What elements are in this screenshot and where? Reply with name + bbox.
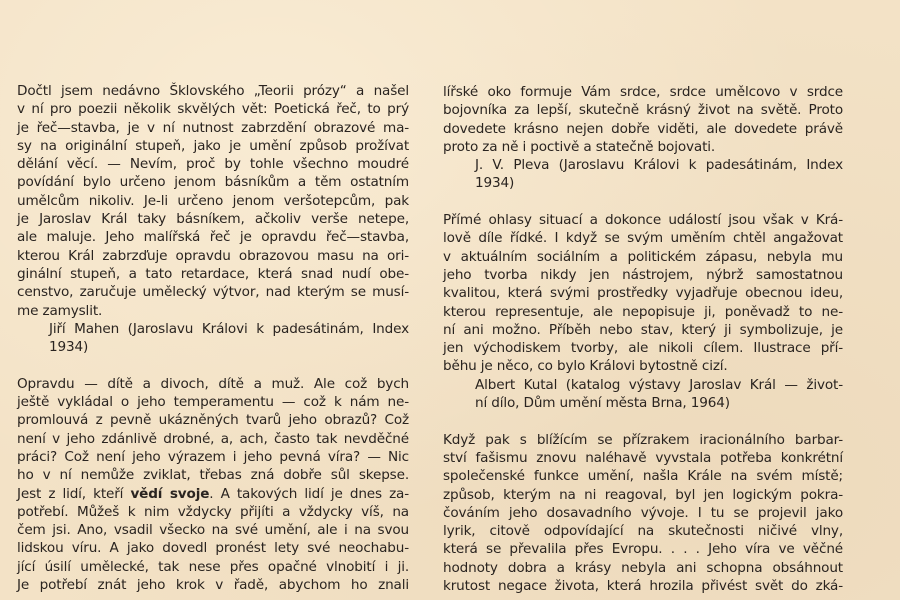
- text-line: Dočtl jsem nedávno Šklovského „Teorii prózy“ a našel: [17, 83, 409, 99]
- citation-line: J. V. Pleva (Jaroslavu Královi k padesátinám, Index: [475, 157, 843, 174]
- text-line: povídání bylo určeno jenom básníkům a těm ostatním: [17, 174, 409, 191]
- text-line: čem jsi. Ano, vsadil všecko na své umění, ale i na svou: [17, 522, 409, 539]
- text-line: kvalitou, která svými prostředky vyjadřuje obecnou ideu,: [443, 285, 843, 302]
- text-line: me zamyslit.: [17, 302, 103, 319]
- text-line: jen východiskem tvorby, ale nikoli cílem. Ilustrace pří-: [443, 340, 843, 357]
- text-line: ho v ní nemůže zviklat, třebas zná dobře sůl skepse.: [17, 467, 409, 484]
- text-line: bojovníka za lepší, skutečně krásný život na světě. Proto: [443, 102, 843, 119]
- text-line-with-bold: Jest z lidí, kteří vědí svoje. A takových lidí je dnes za-: [17, 485, 409, 502]
- citation-pleva: [443, 156, 843, 193]
- text-line: ství fašismu znovu naléhavě vyvstala potřeba konkrétní: [443, 449, 843, 466]
- text-line: Když pak s blížícím se přízrakem iracionálního barbar-: [443, 431, 843, 448]
- citation-mahen: [17, 320, 409, 357]
- citation-line: 1934): [475, 175, 515, 192]
- text-line: kterou representuje, ale nepopisuje ji, poněvadž to ne-: [443, 303, 843, 320]
- text-line: je řeč—stavba, je v ní nutnost zabrzdění obrazové ma-: [17, 119, 409, 136]
- text-line: je Jaroslav Král taky básníkem, ačkoliv verše netepe,: [17, 211, 409, 228]
- paragraph-pleva-quote: [443, 83, 843, 156]
- paragraph-sklovsky: [17, 82, 409, 320]
- text-line: Opravdu — dítě a divoch, dítě a muž. Ale což bych: [17, 375, 409, 392]
- text-line: dělání věcí. — Nevím, proč by tohle všechno moudré: [17, 156, 409, 173]
- text-line: promlouvá z pevně ukázněných tvarů jeho obrazů? Což: [17, 412, 409, 429]
- text-line: není v jeho zdánlivě drobné, a, ach, často tak nevděčné: [17, 430, 409, 447]
- text-line: Je potřebí znát jeho krok v řadě, abychom ho znali: [17, 577, 409, 594]
- text-line: Přímé ohlasy situací a dokonce událostí jsou však v Krá-: [443, 212, 843, 229]
- text-line: běhu je něco, co bylo Královi bytostně cizí.: [443, 358, 728, 375]
- text-line: potřebí. Můžeš k nim vždycky přijíti a vždycky víš, na: [17, 503, 409, 520]
- text-line: v aktuálním sociálním a politickém zápasu, nebyla mu: [443, 248, 843, 265]
- right-column: [443, 83, 843, 595]
- text-line: jící úsilí umělecké, tak nese přes opačné vlnobití i ji.: [17, 558, 409, 575]
- text-line: sy na originální stupeň, jako je umění způsob prožívat: [17, 137, 409, 154]
- text-line: lově díle řídké. I když se svým uměním chtěl angažovat: [443, 230, 843, 247]
- text-line: ještě vykládal o jeho temperamentu — což k nám ne-: [17, 394, 409, 411]
- paragraph-opravdu: [17, 375, 409, 595]
- text-line: způsob, kterým na ni reagoval, byl jen logickým pokra-: [443, 486, 843, 503]
- text-line: kterou Král zabrzďuje opravdu obrazovou masu na ori-: [17, 247, 409, 264]
- text-line: společenské funkce umění, našla Krále na svém místě;: [443, 468, 843, 485]
- text-line: v ní pro poezii několik skvělých vět: Poetická řeč, to prý: [17, 101, 409, 118]
- paragraph-prime-ohlasy: [443, 211, 843, 376]
- text-line: lyrik, citově odpovídající na skutečnosti ničivé vlny,: [443, 523, 843, 540]
- text-line: dovedete krásno nejen dobře viděti, ale dovedete právě: [443, 120, 843, 137]
- text-line: práci? Což není jeho výrazem i jeho pevná víra? — Nic: [17, 448, 409, 465]
- text-line: censtvo, zaručuje umělecký výtvor, nad kterým se musí-: [17, 284, 409, 301]
- text-line: krutost negace života, která hrozila přivést svět do zká-: [443, 578, 843, 595]
- text-line: jeho tvorba nikdy jen nástrojem, nýbrž samostatnou: [443, 266, 843, 283]
- citation-line: ní dílo, Dům umění města Brna, 1964): [475, 395, 730, 412]
- text-line: proto za ně i poctivě a statečně bojovati.: [443, 138, 716, 155]
- citation-line: 1934): [49, 339, 89, 356]
- text-line: lířské oko formuje Vám srdce, srdce umělcovo v srdce: [443, 84, 843, 100]
- text-line: ginální stupeň, a tato retardace, která snad nudí obe-: [17, 265, 409, 282]
- citation-kutal: [443, 376, 843, 413]
- text-line: hodnoty dobra a krásy nebyla ani schopna obsáhnout: [443, 559, 843, 576]
- text-line: ní ani možno. Příběh nebo stav, který ji symbolizuje, je: [443, 321, 843, 338]
- bold-emphasis: vědí svoje: [130, 485, 210, 502]
- text-line: umělcům nikoliv. Je-li určeno jenom veršotepcům, pak: [17, 192, 409, 209]
- text-line: ale maluje. Jeho malířská řeč je opravdu řeč—stavba,: [17, 229, 409, 246]
- text-line: která se převalila přes Evropu. . . . Jeho víra ve věčné: [443, 541, 843, 558]
- paragraph-kdyz-pak: [443, 431, 843, 596]
- text-line: čováním jeho dosavadního vývoje. I tu se projevil jako: [443, 504, 843, 521]
- left-column: [17, 82, 409, 594]
- citation-line: Jiří Mahen (Jaroslavu Královi k padesátinám, Index: [49, 320, 409, 337]
- citation-line: Albert Kutal (katalog výstavy Jaroslav Král — život-: [475, 376, 843, 393]
- text-line: lidskou víru. A jako dovedl pronést lety své neochabu-: [17, 540, 409, 557]
